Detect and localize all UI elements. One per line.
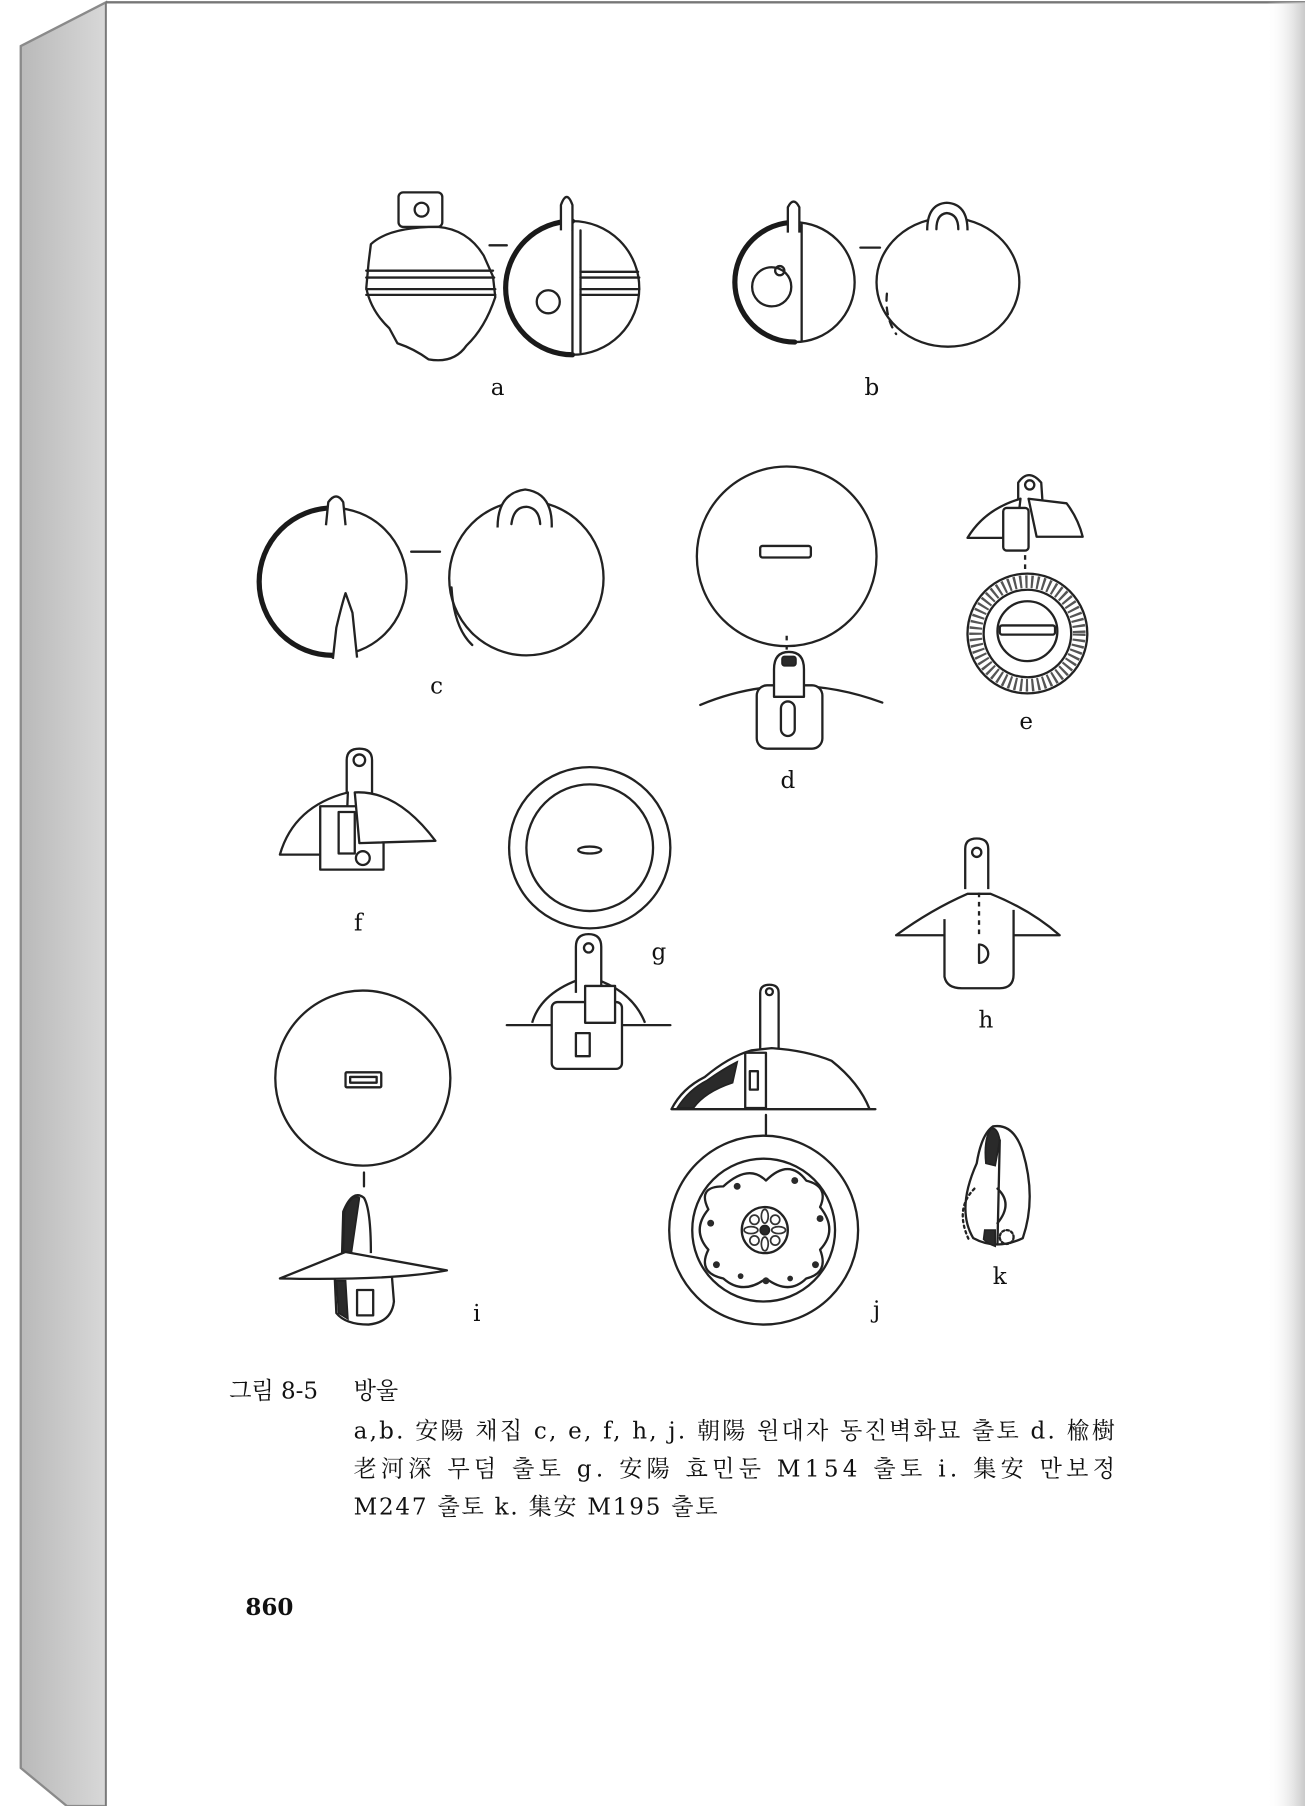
bell-g-cap bbox=[585, 986, 615, 1023]
page-number: 860 bbox=[245, 1593, 294, 1621]
bell-b-section-loop bbox=[788, 202, 800, 233]
ornament-spot bbox=[817, 1215, 824, 1222]
figure-label-j: j bbox=[872, 1297, 881, 1324]
bell-j-rosette-center bbox=[760, 1226, 769, 1235]
bell-c-section-loop bbox=[326, 496, 346, 525]
figure-label-a: a bbox=[490, 375, 505, 402]
ornament-spot bbox=[812, 1261, 819, 1268]
bell-e-loop bbox=[1018, 475, 1042, 500]
ornament-spot bbox=[707, 1220, 714, 1227]
figure-label-d: d bbox=[780, 767, 796, 794]
caption-title: 방울 bbox=[353, 1378, 399, 1405]
book-frame bbox=[21, 2, 1305, 1806]
caption-line-1: a,b. 安陽 채집 c, e, f, h, j. 朝陽 원대자 동진벽화묘 출토 d. 楡樹 bbox=[353, 1418, 1115, 1445]
figure-label-k: k bbox=[992, 1264, 1007, 1291]
bell-h-loop bbox=[965, 839, 988, 890]
bell-j-body bbox=[745, 1053, 766, 1108]
figure-label-e: e bbox=[1019, 709, 1034, 736]
bell-i-body-shade bbox=[336, 1281, 348, 1319]
caption-line-3: M247 출토 k. 集安 M195 출토 bbox=[353, 1494, 718, 1521]
ornament-spot bbox=[762, 1277, 769, 1284]
bell-a-section-loop bbox=[561, 197, 573, 230]
ornament-spot bbox=[734, 1183, 741, 1190]
ornament-spot bbox=[738, 1273, 744, 1279]
ornament-spot bbox=[787, 1276, 793, 1282]
figure-label-c: c bbox=[430, 673, 443, 700]
ornament-spot bbox=[713, 1261, 720, 1268]
ornament-spot bbox=[791, 1177, 798, 1184]
figure-label-b: b bbox=[864, 375, 880, 402]
page-right-shadow bbox=[1267, 2, 1305, 1806]
caption-number: 그림 8-5 bbox=[229, 1378, 319, 1405]
figure-label-g: g bbox=[651, 939, 667, 966]
book-spine bbox=[21, 2, 106, 1806]
bell-d-loop-hole bbox=[782, 657, 796, 666]
figure-label-f: f bbox=[353, 910, 363, 937]
figure-label-i: i bbox=[473, 1301, 481, 1328]
figure-label-h: h bbox=[978, 1007, 994, 1034]
page-sheet bbox=[106, 2, 1305, 1806]
bell-e-body bbox=[1003, 508, 1028, 551]
caption-line-2: 老河深 무덤 출토 g. 安陽 효민둔 M154 출토 i. 集安 만보정 bbox=[353, 1456, 1115, 1483]
